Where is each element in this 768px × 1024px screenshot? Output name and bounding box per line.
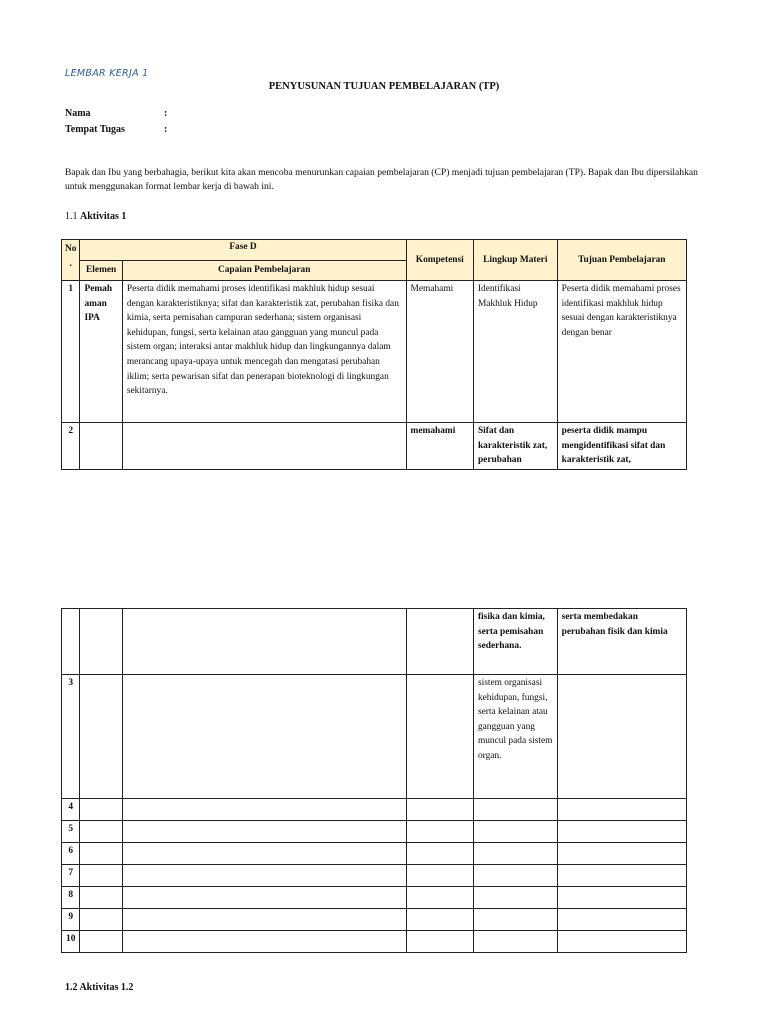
table-row <box>62 821 687 843</box>
table-row <box>62 887 687 909</box>
name-label: Nama <box>65 108 91 119</box>
header-capaian: Capaian Pembelajaran <box>122 261 406 281</box>
elemen-cell <box>80 423 122 470</box>
tp-table-part-1 <box>61 239 687 470</box>
activity-1-heading <box>65 211 126 222</box>
row-number: 6 <box>62 843 80 865</box>
tujuan-cell: peserta didik mampu mengidentifikasi sifat dan karakteristik zat, <box>557 423 686 470</box>
name-field <box>65 108 167 119</box>
tujuan-cell: serta membedakan perubahan fisik dan kimia <box>557 609 686 675</box>
lingkup-cell: fisika dan kimia, serta pemisahan sederhana. <box>473 609 557 675</box>
workplace-field <box>65 124 167 135</box>
elemen-cell <box>80 609 122 675</box>
row-number: 9 <box>62 909 80 931</box>
table-row <box>62 931 687 953</box>
elemen-cell <box>80 675 122 799</box>
table-row <box>62 675 687 799</box>
header-kompetensi: Kompetensi <box>406 240 473 281</box>
row-number: 2 <box>62 423 80 470</box>
capaian-cell <box>122 423 406 470</box>
lingkup-cell: sistem organisasi kehidupan, fungsi, serta kelainan atau gangguan yang muncul pada sistem organ. <box>473 675 557 799</box>
header-no: No . <box>62 240 80 281</box>
header-tujuan: Tujuan Pembelajaran <box>557 240 686 281</box>
table-row <box>62 423 687 470</box>
capaian-cell: Peserta didik memahami proses identifikasi makhluk hidup sesuai dengan karakteristiknya; sifat dan karakteristik zat, perubahan fisika dan kimia, serta pemisahan campuran sederhana; sistem organisasi kehidupan, fungsi, serta kelainan atau gangguan yang muncul pada sistem organ; interaksi antar makhluk hidup dan lingkungannya dalam merancang upaya-upaya untuk mencegah dan mengatasi perubahan iklim; serta pewarisan sifat dan penerapan bioteknologi di lingkungan sekitarnya. <box>122 281 406 423</box>
table-row <box>62 609 687 675</box>
activity-1-number: 1.1 <box>65 211 78 222</box>
capaian-cell <box>122 675 406 799</box>
workplace-separator: : <box>164 124 168 135</box>
tujuan-cell <box>557 675 686 799</box>
name-separator: : <box>164 108 168 119</box>
row-number <box>62 609 80 675</box>
workplace-label: Tempat Tugas <box>65 124 125 135</box>
row-number: 8 <box>62 887 80 909</box>
row-number: 5 <box>62 821 80 843</box>
sheet-label: LEMBAR KERJA 1 <box>65 68 149 79</box>
tp-table-part-2 <box>61 608 687 953</box>
activity-1-label: Aktivitas 1 <box>80 211 127 222</box>
header-lingkup: Lingkup Materi <box>473 240 557 281</box>
elemen-cell: Pemah aman IPA <box>80 281 122 423</box>
kompetensi-cell: Memahami <box>406 281 473 423</box>
table-row <box>62 281 687 423</box>
capaian-cell <box>122 609 406 675</box>
tujuan-cell: Peserta didik memahami proses identifikasi makhluk hidup sesuai dengan karakteristiknya dengan benar <box>557 281 686 423</box>
lingkup-cell: Sifat dan karakteristik zat, perubahan <box>473 423 557 470</box>
row-number: 3 <box>62 675 80 799</box>
header-elemen: Elemen <box>80 261 122 281</box>
lingkup-cell: Identifikasi Makhluk Hidup <box>473 281 557 423</box>
document-title: PENYUSUNAN TUJUAN PEMBELAJARAN (TP) <box>268 81 500 92</box>
table-row <box>62 799 687 821</box>
table-row <box>62 865 687 887</box>
kompetensi-cell <box>406 609 473 675</box>
activity-2-heading: 1.2 Aktivitas 1.2 <box>65 982 134 993</box>
table-row <box>62 909 687 931</box>
intro-paragraph: Bapak dan Ibu yang berbahagia, berikut kita akan mencoba menurunkan capaian pembelajaran (CP) menjadi tujuan pembelajaran (TP). Bapak dan Ibu dipersilahkan untuk menggunakan format lembar kerja di bawah ini. <box>65 167 698 192</box>
kompetensi-cell: memahami <box>406 423 473 470</box>
header-fase: Fase D <box>80 240 406 261</box>
row-number: 7 <box>62 865 80 887</box>
row-number: 10 <box>62 931 80 953</box>
table-row <box>62 843 687 865</box>
row-number: 4 <box>62 799 80 821</box>
row-number: 1 <box>62 281 80 423</box>
kompetensi-cell <box>406 675 473 799</box>
